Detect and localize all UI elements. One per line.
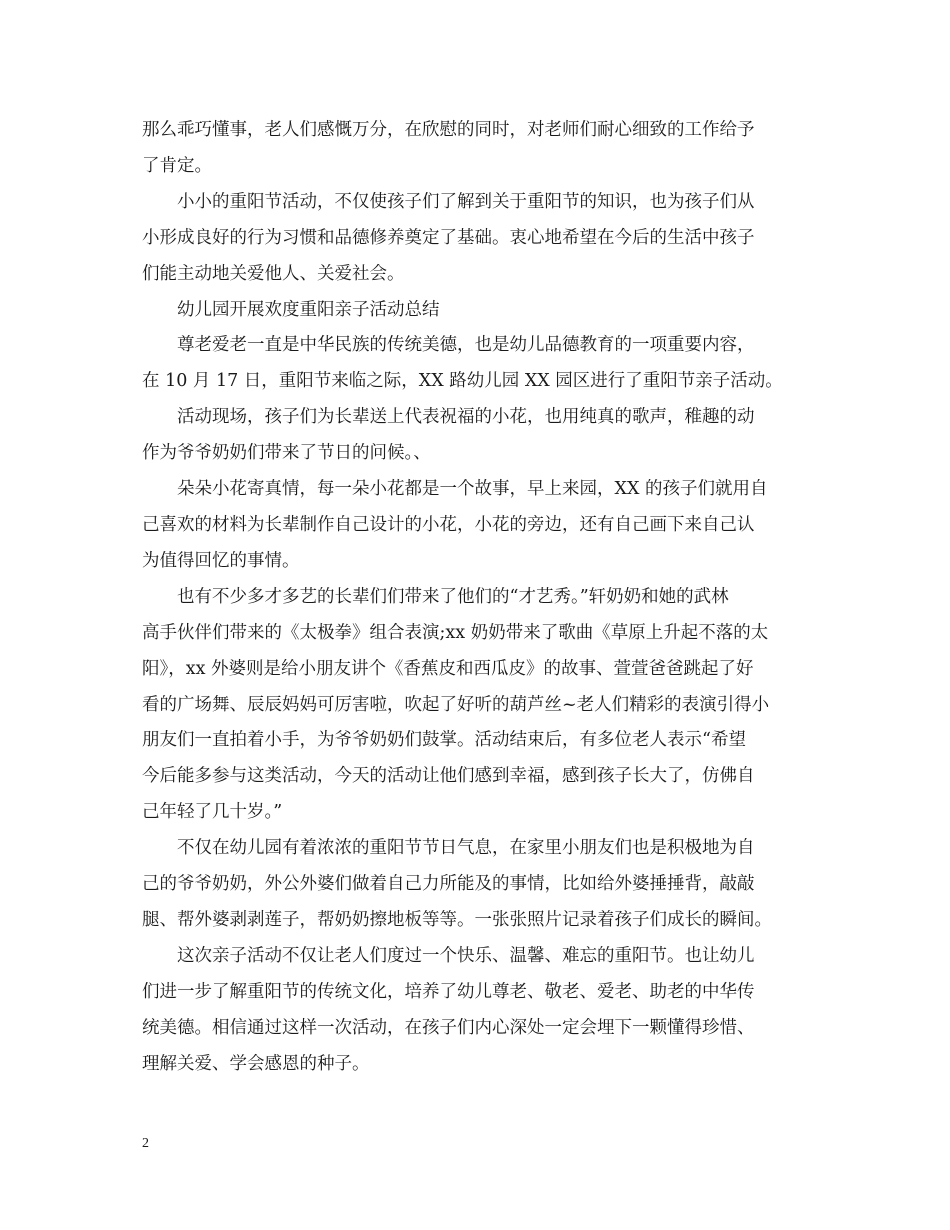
page-number: 2 xyxy=(142,1136,149,1151)
text-line: 腿、帮外婆剥剥莲子，帮奶奶擦地板等等。一张张照片记录着孩子们成长的瞬间。 xyxy=(142,909,772,930)
text-line: 这次亲子活动不仅让老人们度过一个快乐、温馨、难忘的重阳节。也让幼儿 xyxy=(177,945,755,966)
text-line: 己喜欢的材料为长辈制作自己设计的小花，小花的旁边，还有自己画下来自己认 xyxy=(142,514,755,535)
text-line: 活动现场，孩子们为长辈送上代表祝福的小花，也用纯真的歌声，稚趣的动 xyxy=(177,407,755,428)
text-line: 们进一步了解重阳节的传统文化，培养了幼儿尊老、敬老、爱老、助老的中华传 xyxy=(142,981,755,1002)
text-line: 今后能多参与这类活动，今天的活动让他们感到幸福，感到孩子长大了，仿佛自 xyxy=(142,766,755,787)
text-line: 们能主动地关爱他人、关爱社会。 xyxy=(142,263,405,284)
text-line: 朵朵小花寄真情，每一朵小花都是一个故事，早上来园，XX 的孩子们就用自 xyxy=(177,479,768,500)
text-line: 也有不少多才多艺的长辈们们带来了他们的“才艺秀。”轩奶奶和她的武林 xyxy=(177,586,729,607)
text-line: 小形成良好的行为习惯和品德修养奠定了基础。衷心地希望在今后的生活中孩子 xyxy=(142,227,755,248)
text-line: 己的爷爷奶奶，外公外婆们做着自己力所能及的事情，比如给外婆捶捶背，敲敲 xyxy=(142,874,755,895)
text-line: 朋友们一直拍着小手，为爷爷奶奶们鼓掌。活动结束后，有多位老人表示“希望 xyxy=(142,730,746,751)
text-line: 高手伙伴们带来的《太极拳》组合表演;xx 奶奶带来了歌曲《草原上升起不落的太 xyxy=(142,622,769,643)
text-line: 了肯定。 xyxy=(142,155,212,176)
text-line: 尊老爱老一直是中华民族的传统美德，也是幼儿品德教育的一项重要内容， xyxy=(177,335,755,356)
text-line: 为值得回忆的事情。 xyxy=(142,550,300,571)
text-line: 统美德。相信通过这样一次活动，在孩子们内心深处一定会埋下一颗懂得珍惜、 xyxy=(142,1017,755,1038)
text-line: 那么乖巧懂事，老人们感慨万分，在欣慰的同时，对老师们耐心细致的工作给予 xyxy=(142,120,755,140)
text-line: 理解关爱、学会感恩的种子。 xyxy=(142,1053,370,1074)
text-line: 己年轻了几十岁。” xyxy=(142,802,283,823)
text-line: 阳》，xx 外婆则是给小朋友讲个《香蕉皮和西瓜皮》的故事、萱萱爸爸跳起了好 xyxy=(142,658,754,679)
text-line: 作为爷爷奶奶们带来了节日的问候。、 xyxy=(142,443,431,464)
text-line: 幼儿园开展欢度重阳亲子活动总结 xyxy=(177,299,440,320)
text-line: 看的广场舞、辰辰妈妈可厉害啦，吹起了好听的葫芦丝~老人们精彩的表演引得小 xyxy=(142,694,770,715)
text-line: 不仅在幼儿园有着浓浓的重阳节节日气息，在家里小朋友们也是积极地为自 xyxy=(177,838,755,859)
text-line: 小小的重阳节活动，不仅使孩子们了解到关于重阳节的知识，也为孩子们从 xyxy=(177,191,755,212)
body-text xyxy=(142,113,808,1082)
text-line: 在 10 月 17 日，重阳节来临之际，XX 路幼儿园 XX 园区进行了重阳节亲子活动。 xyxy=(142,371,783,392)
